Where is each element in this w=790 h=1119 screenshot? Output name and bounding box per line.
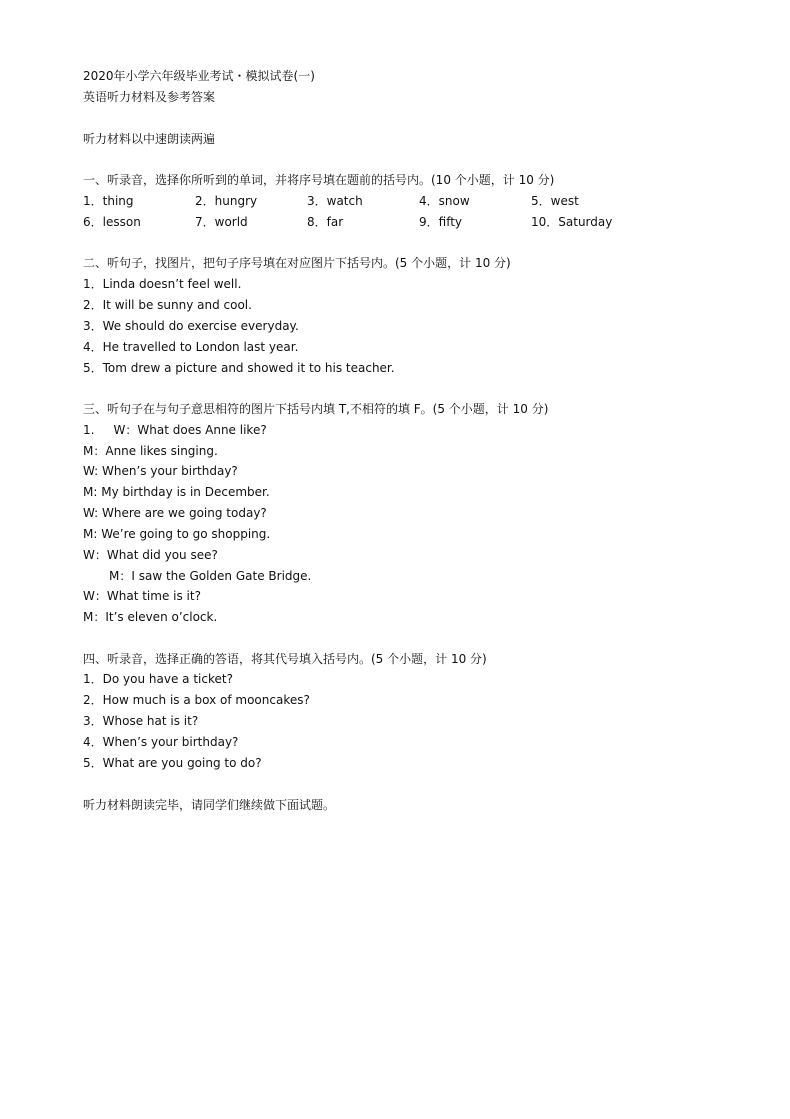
dialogue-line: M：It’s eleven o’clock. xyxy=(83,610,218,624)
word-item: 7．world xyxy=(195,215,248,229)
word-item: 3．watch xyxy=(307,194,363,208)
dialogue-line: W: Where are we going today? xyxy=(83,506,267,520)
list-item: 3．Whose hat is it? xyxy=(83,714,199,728)
intro-text: 听力材料以中速朗读两遍 xyxy=(83,132,216,146)
word-item: 5．west xyxy=(531,194,579,208)
word-item: 4．snow xyxy=(419,194,470,208)
dialogue-line: M：I saw the Golden Gate Bridge. xyxy=(109,569,312,583)
list-item: 1．Do you have a ticket? xyxy=(83,672,233,686)
list-item: 4．When’s your birthday? xyxy=(83,735,239,749)
word-item: 1．thing xyxy=(83,194,134,208)
dialogue-line: 1. W：What does Anne like? xyxy=(83,423,267,437)
word-item: 10．Saturday xyxy=(531,215,613,229)
list-item: 5．What are you going to do? xyxy=(83,756,262,770)
list-item: 3．We should do exercise everyday. xyxy=(83,319,299,333)
title-line-2: 英语听力材料及参考答案 xyxy=(83,90,216,104)
word-item: 6．lesson xyxy=(83,215,141,229)
list-item: 4．He travelled to London last year. xyxy=(83,340,299,354)
dialogue-line: W：What time is it? xyxy=(83,589,201,603)
footer-note: 听力材料朗读完毕，请同学们继续做下面试题。 xyxy=(83,798,336,812)
section2-heading: 二、听句子，找图片，把句子序号填在对应图片下括号内。(5 个小题，计 10 分) xyxy=(83,256,511,270)
dialogue-line: M: My birthday is in December. xyxy=(83,485,270,499)
list-item: 5．Tom drew a picture and showed it to his teacher. xyxy=(83,361,395,375)
dialogue-line: M：Anne likes singing. xyxy=(83,444,218,458)
dialogue-line: M: We’re going to go shopping. xyxy=(83,527,271,541)
list-item: 2．It will be sunny and cool. xyxy=(83,298,252,312)
section4-heading: 四、听录音，选择正确的答语，将其代号填入括号内。(5 个小题，计 10 分) xyxy=(83,652,487,666)
dialogue-line: W: When’s your birthday? xyxy=(83,464,238,478)
word-item: 9．fifty xyxy=(419,215,463,229)
word-item: 8．far xyxy=(307,215,344,229)
section3-heading: 三、听句子在与句子意思相符的图片下括号内填 T,不相符的填 F。(5 个小题，计 10 分) xyxy=(83,402,549,416)
title-line-1: 2020年小学六年级毕业考试・模拟试卷(一) xyxy=(83,69,315,83)
section1-heading: 一、听录音，选择你所听到的单词，并将序号填在题前的括号内。(10 个小题，计 10 分) xyxy=(83,173,555,187)
dialogue-line: W：What did you see? xyxy=(83,548,218,562)
list-item: 2．How much is a box of mooncakes? xyxy=(83,693,310,707)
list-item: 1．Linda doesn’t feel well. xyxy=(83,277,242,291)
word-item: 2．hungry xyxy=(195,194,258,208)
